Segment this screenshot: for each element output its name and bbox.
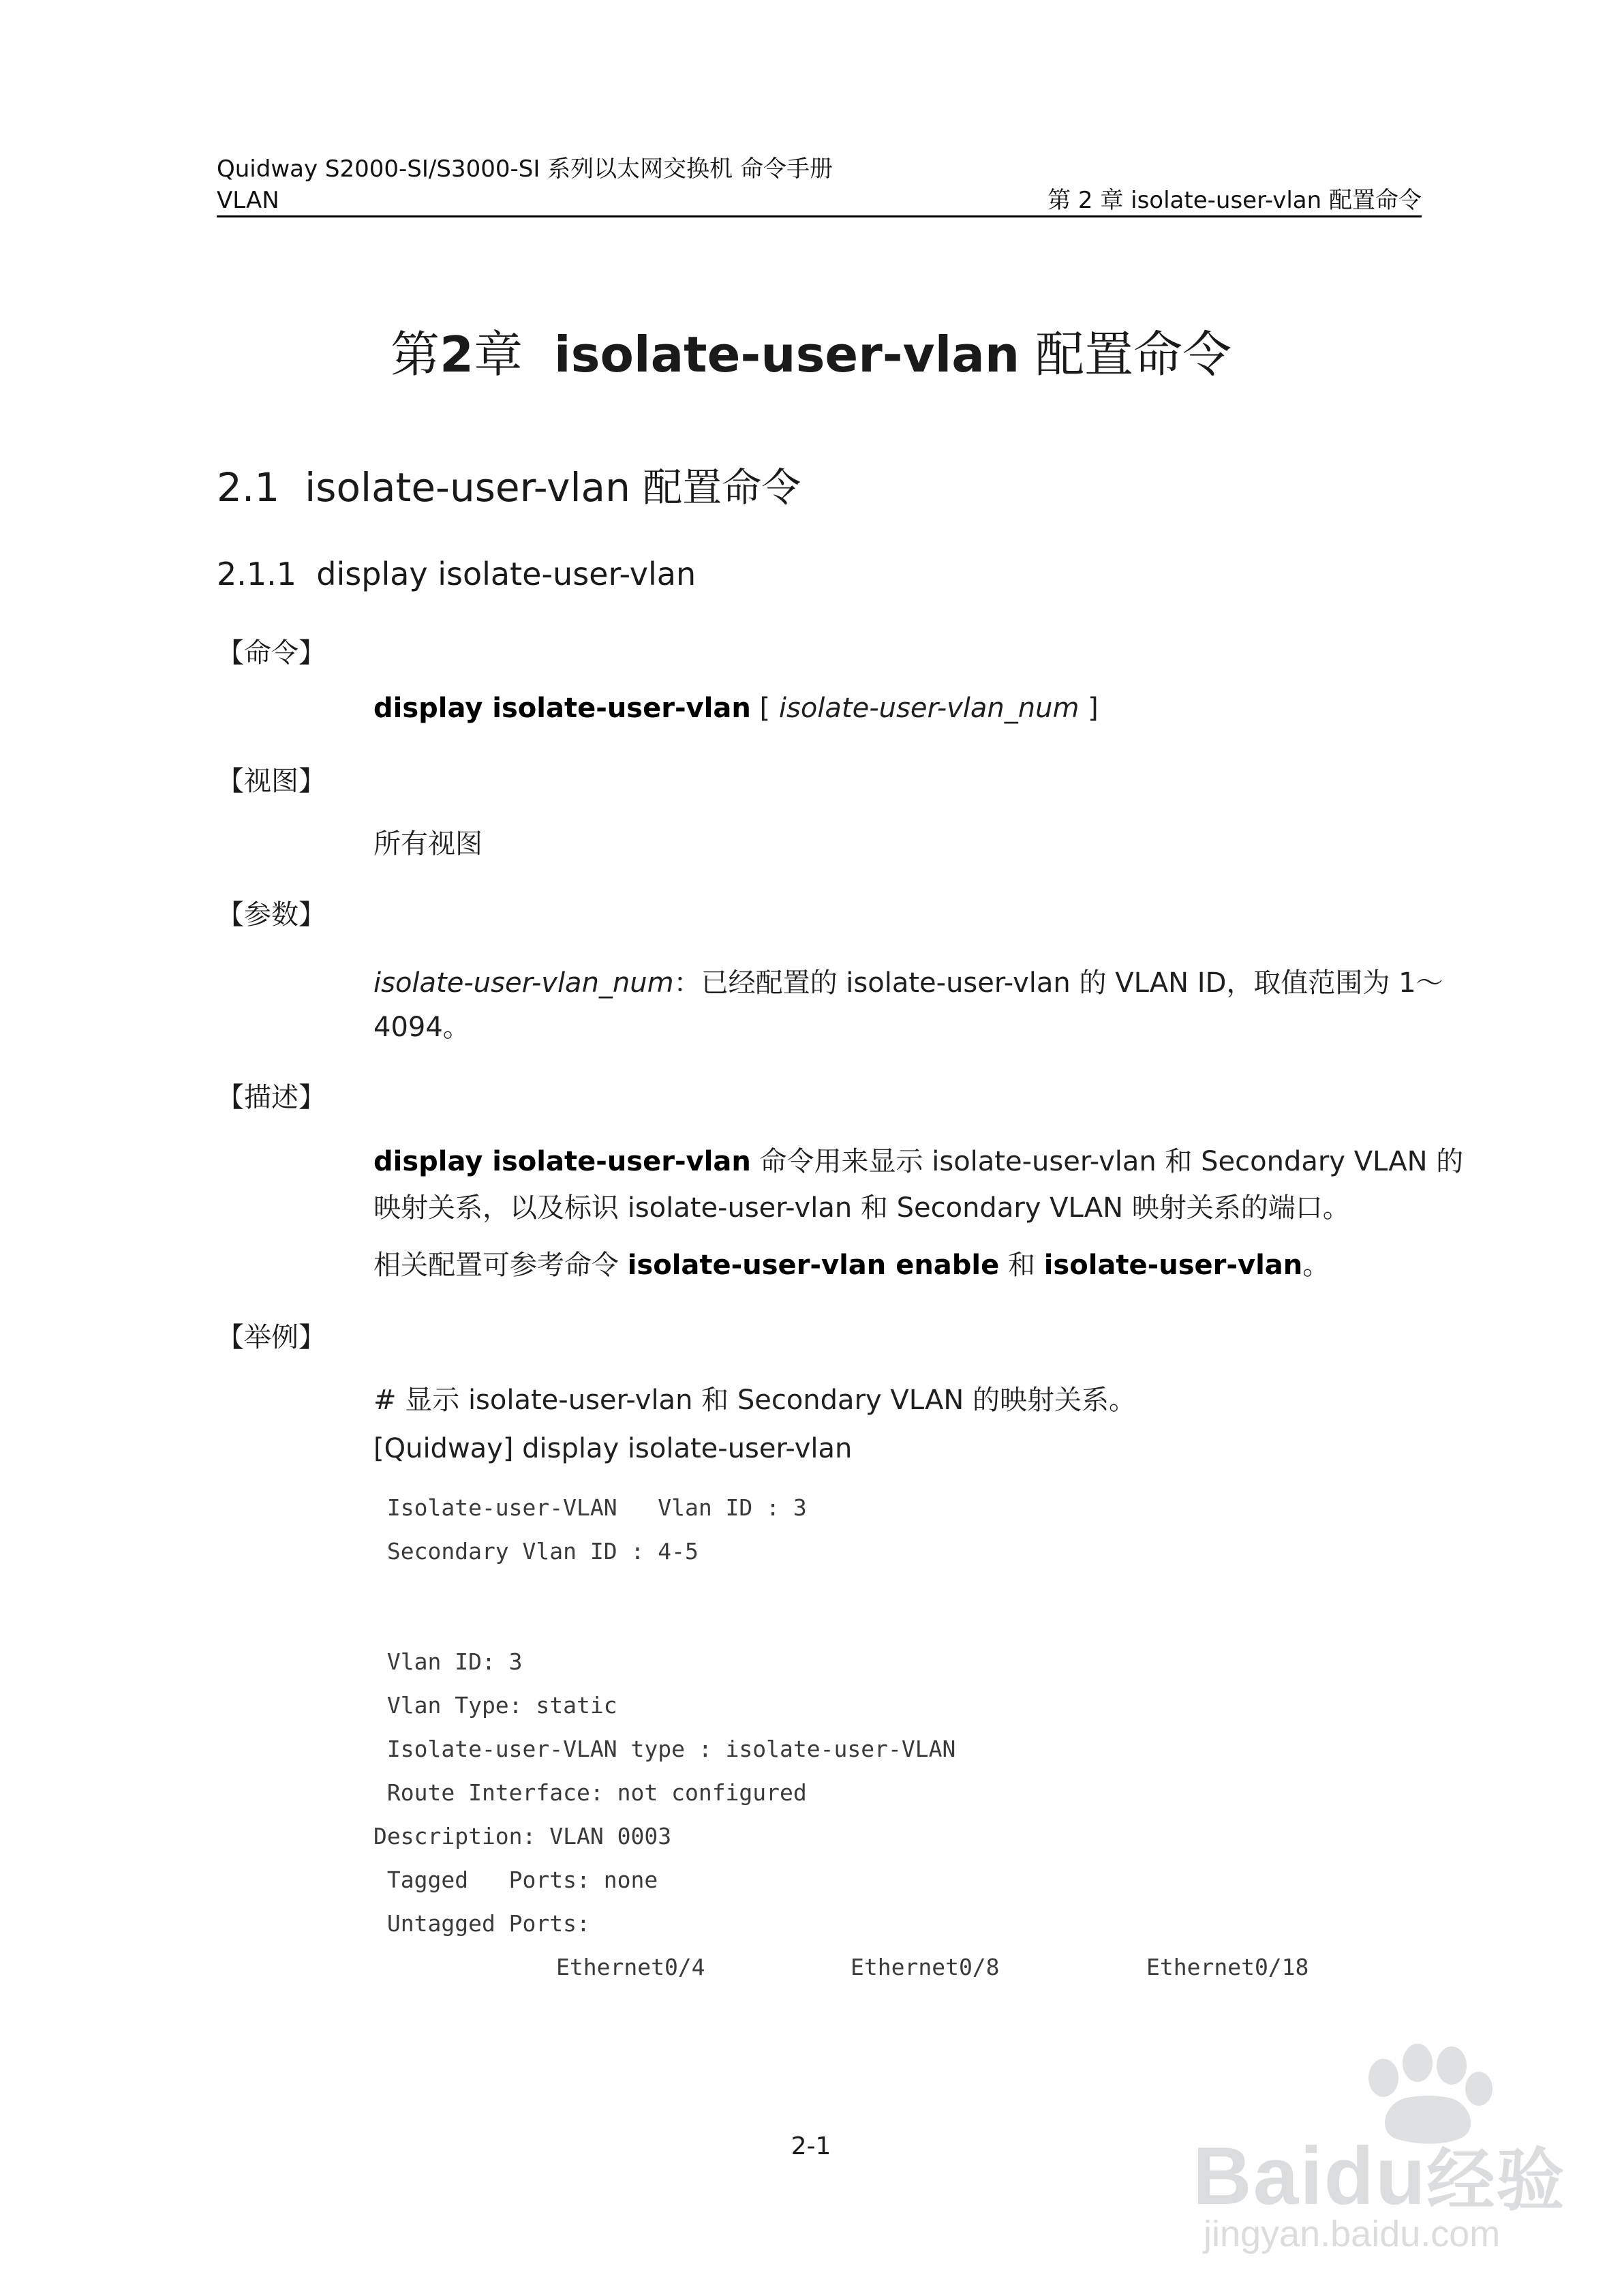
description-line1: display isolate-user-vlan 命令用来显示 isolate-user-vlan 和 Secondary VLAN 的 <box>373 1146 1464 1177</box>
output-line: Untagged Ports: <box>373 1910 590 1937</box>
description-line3: 相关配置可参考命令 isolate-user-vlan enable 和 isolate-user-vlan。 <box>373 1250 1330 1281</box>
header-chapter-name: 第 2 章 isolate-user-vlan 配置命令 <box>1047 187 1422 214</box>
command-syntax: display isolate-user-vlan [ isolate-user-vlan_num ] <box>373 693 1099 724</box>
example-prompt: [Quidway] display isolate-user-vlan <box>373 1433 853 1464</box>
output-line: Isolate-user-VLAN Vlan ID : 3 <box>373 1494 807 1521</box>
header-chapter-topic: VLAN <box>217 187 279 214</box>
example-comment: # 显示 isolate-user-vlan 和 Secondary VLAN 的映射关系。 <box>373 1385 1136 1416</box>
output-line: Isolate-user-VLAN type : isolate-user-VLAN <box>373 1736 956 1762</box>
output-line: Tagged Ports: none <box>373 1867 658 1893</box>
output-line: Vlan Type: static <box>373 1692 617 1719</box>
description-line2: 映射关系，以及标识 isolate-user-vlan 和 Secondary VLAN 映射关系的端口。 <box>373 1192 1350 1224</box>
output-line: Vlan ID: 3 <box>373 1648 523 1675</box>
params-desc-line1: isolate-user-vlan_num：已经配置的 isolate-user-vlan 的 VLAN ID，取值范围为 1～ <box>373 967 1443 999</box>
header-rule <box>217 215 1422 217</box>
params-label: 【参数】 <box>217 899 326 931</box>
watermark-url: jingyan.baidu.com <box>1204 2214 1501 2254</box>
port-entry: Ethernet0/18 <box>1146 1954 1309 1980</box>
view-label: 【视图】 <box>217 766 326 797</box>
page-number: 2-1 <box>791 2132 831 2160</box>
example-label: 【举例】 <box>217 1322 326 1353</box>
view-text: 所有视图 <box>373 828 483 860</box>
output-line: Description: VLAN 0003 <box>373 1823 672 1849</box>
baidu-watermark <box>1179 2030 1566 2255</box>
chapter-title: 第2章 isolate-user-vlan 配置命令 <box>390 326 1231 383</box>
watermark-brand: Baidu经验 <box>1193 2130 1566 2222</box>
output-line: Route Interface: not configured <box>373 1779 807 1806</box>
subsection-heading: 2.1.1 display isolate-user-vlan <box>217 556 697 592</box>
header-title: Quidway S2000-SI/S3000-SI 系列以太网交换机 命令手册 <box>217 155 833 183</box>
description-label: 【描述】 <box>217 1082 326 1113</box>
command-label: 【命令】 <box>217 637 326 669</box>
output-line: Secondary Vlan ID : 4-5 <box>373 1538 699 1565</box>
section-heading: 2.1 isolate-user-vlan 配置命令 <box>217 464 801 511</box>
port-entry: Ethernet0/4 <box>556 1954 705 1980</box>
params-desc-line2: 4094。 <box>373 1012 470 1043</box>
port-entry: Ethernet0/8 <box>851 1954 1000 1980</box>
